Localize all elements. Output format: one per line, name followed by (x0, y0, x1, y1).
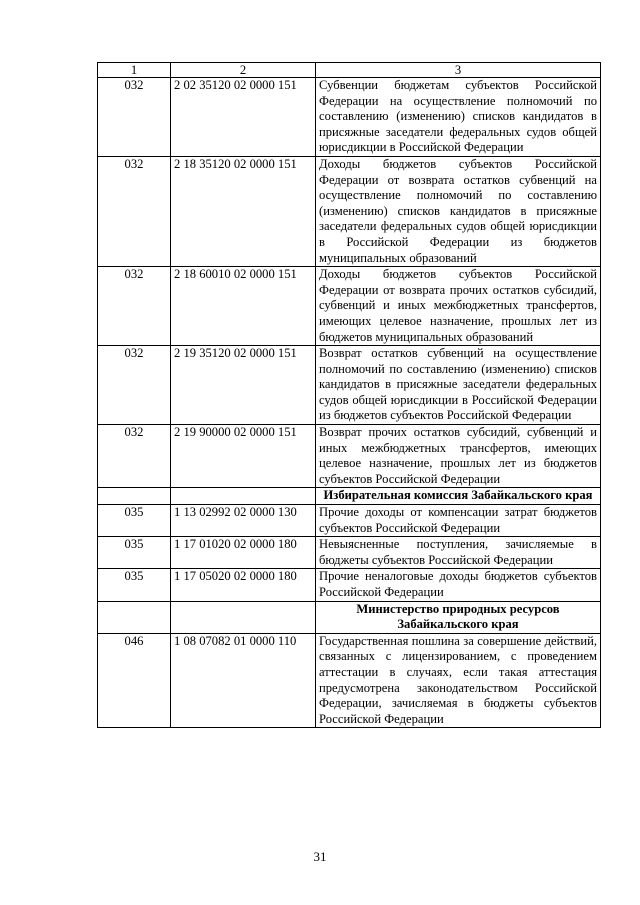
table-header-row (98, 63, 601, 78)
table-row (98, 425, 601, 488)
admin-code-cell (98, 601, 171, 633)
budget-code-cell: 1 13 02992 02 0000 130 (171, 505, 316, 537)
column-header-1: 1 (98, 63, 171, 78)
budget-code-cell: 1 17 05020 02 0000 180 (171, 569, 316, 601)
income-name-cell: Субвенции бюджетам субъектов Российской Федерации на осуществление полномочий по составлению (изменению) списков кандидатов в присяжные заседатели федеральных судов общей юрисдикции в Российской Федерации (316, 78, 601, 157)
page-number: 31 (313, 849, 327, 864)
admin-code-cell: 032 (98, 78, 171, 157)
income-name-cell: Государственная пошлина за совершение действий, связанных с лицензированием, с проведением аттестации в случаях, если такая аттестация предусмотрена законодательством Российской Федерации, зачисляемая в бюджеты субъектов Российской Федерации (316, 633, 601, 728)
budget-code-cell: 2 18 60010 02 0000 151 (171, 267, 316, 346)
section-header-row (98, 488, 601, 505)
admin-code-cell: 032 (98, 425, 171, 488)
admin-code-cell: 035 (98, 569, 171, 601)
table-row (98, 156, 601, 266)
admin-code-cell: 032 (98, 156, 171, 266)
admin-code-cell: 035 (98, 537, 171, 569)
table-row (98, 505, 601, 537)
budget-code-cell (171, 601, 316, 633)
revenue-codes-table (97, 62, 601, 728)
section-header-row (98, 601, 601, 633)
income-name-cell: Прочие неналоговые доходы бюджетов субъектов Российской Федерации (316, 569, 601, 601)
table-row (98, 78, 601, 157)
income-name-cell: Доходы бюджетов субъектов Российской Федерации от возврата остатков субвенций на осуществление полномочий по составлению (изменению) списков кандидатов в присяжные заседатели федеральных судов общей юрисдикции в Российской Федерации из бюджетов муниципальных образований (316, 156, 601, 266)
table-row (98, 537, 601, 569)
admin-code-cell: 035 (98, 505, 171, 537)
table-row (98, 569, 601, 601)
budget-code-cell: 2 19 90000 02 0000 151 (171, 425, 316, 488)
admin-code-cell (98, 488, 171, 505)
budget-code-cell: 2 02 35120 02 0000 151 (171, 78, 316, 157)
section-title: Избирательная комиссия Забайкальского края (316, 488, 601, 505)
income-name-cell: Прочие доходы от компенсации затрат бюджетов субъектов Российской Федерации (316, 505, 601, 537)
admin-code-cell: 032 (98, 346, 171, 425)
table-row (98, 633, 601, 728)
section-title: Министерство природных ресурсов Забайкальского края (316, 601, 601, 633)
income-name-cell: Невыясненные поступления, зачисляемые в бюджеты субъектов Российской Федерации (316, 537, 601, 569)
budget-code-cell: 1 17 01020 02 0000 180 (171, 537, 316, 569)
budget-code-cell: 2 18 35120 02 0000 151 (171, 156, 316, 266)
admin-code-cell: 032 (98, 267, 171, 346)
column-header-3: 3 (316, 63, 601, 78)
admin-code-cell: 046 (98, 633, 171, 728)
income-name-cell: Возврат прочих остатков субсидий, субвенций и иных межбюджетных трансфертов, имеющих целевое назначение, прошлых лет из бюджетов субъектов Российской Федерации (316, 425, 601, 488)
table-row (98, 346, 601, 425)
table-row (98, 267, 601, 346)
budget-code-cell: 2 19 35120 02 0000 151 (171, 346, 316, 425)
budget-code-cell: 1 08 07082 01 0000 110 (171, 633, 316, 728)
income-name-cell: Возврат остатков субвенций на осуществление полномочий по составлению (изменению) списков кандидатов в присяжные заседатели федеральных судов общей юрисдикции в Российской Федерации из бюджетов субъектов Российской Федерации (316, 346, 601, 425)
budget-code-cell (171, 488, 316, 505)
income-name-cell: Доходы бюджетов субъектов Российской Федерации от возврата прочих остатков субсидий, субвенций и иных межбюджетных трансфертов, имеющих целевое назначение, прошлых лет из бюджетов муниципальных образований (316, 267, 601, 346)
column-header-2: 2 (171, 63, 316, 78)
